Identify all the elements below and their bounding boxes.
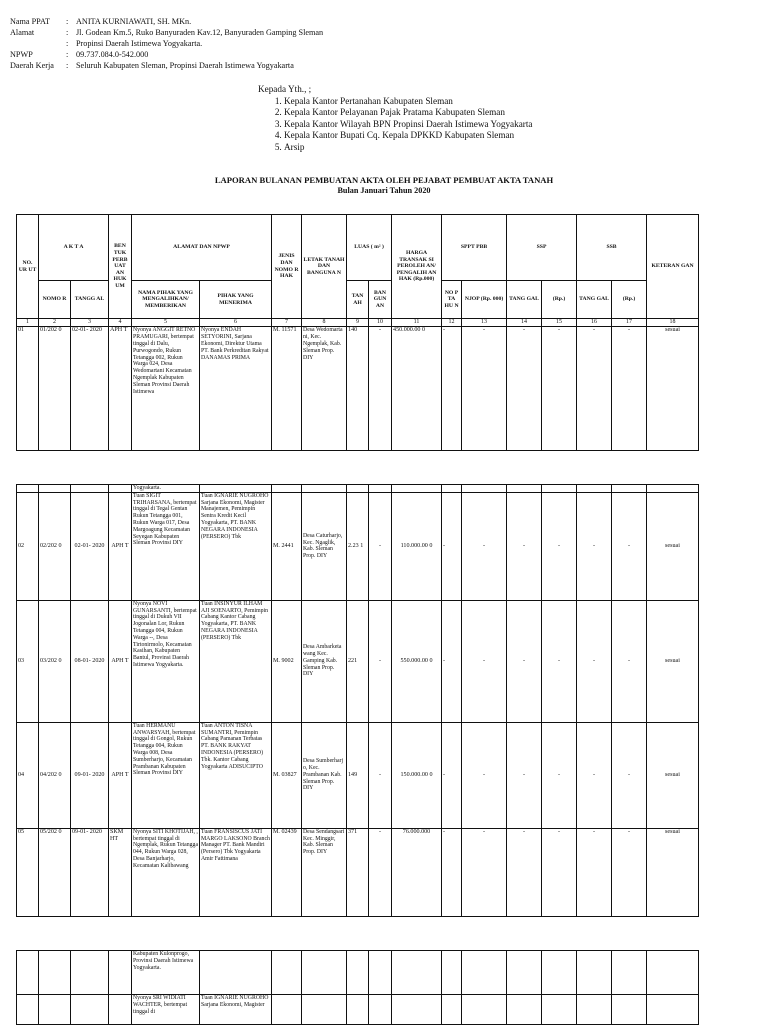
row-carry-text: Yogyakarta. (132, 485, 200, 493)
row-nomor: 04/202 0 (39, 722, 71, 828)
row-nop: - (442, 492, 462, 600)
row-no: 05 (17, 828, 39, 916)
row-keterangan: sesuai (647, 492, 699, 600)
row-letak: Desa Sendangsari Kec. Minggir, Kab. Sleman Prop. DIY (302, 828, 347, 916)
addressee-list (258, 84, 533, 153)
col-ssp: SSP (507, 215, 577, 281)
row-keterangan: sesuai (647, 600, 699, 722)
addressee-item: 4. Kepala Kantor Bupati Cq. Kepala DPKKD Kabupaten Sleman (284, 130, 533, 142)
addressee-item: 5. Arsip (284, 142, 533, 154)
col-number: 9 (347, 319, 369, 327)
row-luas-tanah: 2.23 1 (347, 492, 369, 600)
col-alamat-npwp: ALAMAT DAN NPWP (132, 215, 272, 281)
col-number: 6 (200, 319, 272, 327)
row-ssb-tanggal: - (577, 600, 612, 722)
col-pihak-menerima: PIHAK YANG MENERIMA (200, 281, 272, 319)
col-nomor: NOMO R (39, 281, 71, 319)
ppat-npwp-row: NPWP : 09.737.084.0-542.000 (10, 50, 149, 59)
table-row (17, 828, 699, 916)
row-pihak-menerima: Tuan FRANSISCUS JATI MARGO LAKSONO Branch Manager PT. Bank Mandiri (Persero) Tbk Yogyakarta Amir Fattimana (200, 828, 272, 916)
row-ssp-rp: - (542, 492, 577, 600)
row-pihak-mengalihkan: Nyonya SRI WIDIATI WACHTER, bertempat tinggal di (132, 995, 200, 1025)
row-nop: - (442, 600, 462, 722)
row-ssb-rp: - (612, 722, 647, 828)
row-no: 04 (17, 722, 39, 828)
col-tanggal: TANGG AL (71, 281, 109, 319)
col-number: 1 (17, 319, 39, 327)
row-keterangan: sesuai (647, 722, 699, 828)
row-bentuk: SKM HT (109, 828, 132, 916)
row-harga: 76.000.000 (392, 828, 442, 916)
row-no: 01 (17, 327, 39, 451)
row-pihak-mengalihkan: Nyonya NOVI GUNARSANTI, bertempat tinggal di Dukuh VII Jogonalan Lor, Rukun Tetangga 004, Rukun Warga --, Desa Tirtonirmolo, Kecamatan Kasihan, Kabupaten Bantul, Provinsi Daerah Istimewa Yogyakarta. (132, 600, 200, 722)
col-ssb-rp: (Rp.) (612, 281, 647, 319)
row-pihak-menerima: Tuan ANTON TISNA SUMANTRI, Pemimpin Cabang Pamanan Terbatas PT. BANK RAKYAT INDONESIA (PERSERO) Tbk. Kantor Cabang Yogyakarta ADISUCIPTO (200, 722, 272, 828)
row-ssb-rp: - (612, 600, 647, 722)
col-no: NO. UR UT (17, 215, 39, 319)
row-pihak-mengalihkan: Nyonya ANGGIT RETNO PRAMUGARI, bertempat tinggal di Dalu, Purwogondo, Rukun Tetangga 002, Rukun Warga 024, Desa Wedomartani Kecamatan Ngemplak Kabupaten Sleman Provinsi Daerah Istimewa (132, 327, 200, 451)
row-ssp-tanggal: - (507, 492, 542, 600)
row-ssp-tanggal: - (507, 828, 542, 916)
row-ssp-rp: - (542, 600, 577, 722)
row-luas-bangunan: - (369, 722, 392, 828)
row-ssp-tanggal: - (507, 722, 542, 828)
table-row (17, 492, 699, 600)
row-letak: Desa Wedomarta ni, Kec. Ngemplak, Kab. Sleman Prop. DIY (302, 327, 347, 451)
row-njop: - (462, 492, 507, 600)
row-tanggal: 02-01- 2020 (71, 327, 109, 451)
row-tanggal: 08-01- 2020 (71, 600, 109, 722)
row-ssp-rp: - (542, 722, 577, 828)
col-number: 10 (369, 319, 392, 327)
col-number: 17 (612, 319, 647, 327)
row-njop: - (462, 722, 507, 828)
row-ssb-tanggal: - (577, 327, 612, 451)
akta-table-page-3 (16, 950, 699, 1025)
row-carry-text: Kabupaten Kulonprogo, Provinsi Daerah Istimewa Yogyakarta. (132, 951, 200, 995)
row-luas-tanah: 371 (347, 828, 369, 916)
row-jenis-hak: M. 03827 (272, 722, 302, 828)
row-ssp-tanggal: - (507, 327, 542, 451)
row-tanggal: 09-01- 2020 (71, 828, 109, 916)
col-number: 2 (39, 319, 71, 327)
row-luas-tanah: 149 (347, 722, 369, 828)
row-tanggal: 02-01- 2020 (71, 492, 109, 600)
col-number: 5 (132, 319, 200, 327)
row-pihak-menerima: Tuan IGNARIE NUGROHO Sarjana Ekonomi, Magister Manajemen, Pemimpin Sentra Kredit Kecil Yogyakarta, PT. BANK NEGARA INDONESIA (PERSERO) Tbk (200, 492, 272, 600)
row-ssb-rp: - (612, 492, 647, 600)
addressee-item: 2. Kepala Kantor Pelayanan Pajak Pratama Kabupaten Sleman (284, 107, 533, 119)
row-nomor: 01/202 0 (39, 327, 71, 451)
row-nomor: 05/202 0 (39, 828, 71, 916)
ppat-name-row: Nama PPAT : ANITA KURNIAWATI, SH. MKn. (10, 17, 192, 26)
col-ssb: SSB (577, 215, 647, 281)
column-number-row (17, 319, 699, 327)
addressee-item: 3. Kepala Kantor Wilayah BPN Propinsi Daerah Istimewa Yogyakarta (284, 119, 533, 131)
ppat-info (10, 16, 323, 71)
col-akta: A K T A (39, 215, 109, 281)
row-pihak-mengalihkan: Tuan SIGIT TRIHARSANA, bertempat tinggal di Tegal Gentan Rukun Tetangga 001, Rukun Warga 017, Desa Margoagung Kecamatan Seyegan Kabupaten Sleman Provinsi DIY (132, 492, 200, 600)
row-bentuk: APH T (109, 492, 132, 600)
col-sppt: SPPT PBB (442, 215, 507, 281)
row-letak: Desa Ambarketa wang Kec. Gamping Kab. Sleman Prop. DIY (302, 600, 347, 722)
table-row (17, 951, 699, 995)
col-ssb-tanggal: TANG GAL (577, 281, 612, 319)
col-number: 15 (542, 319, 577, 327)
col-number: 11 (392, 319, 442, 327)
row-bentuk: APH T (109, 600, 132, 722)
table-row (17, 485, 699, 493)
row-pihak-mengalihkan: Tuan HERMANU ANWARSYAH, bertempat tinggal di Gongol, Rukun Tetangga 004, Rukun Warga 008, Desa Sumberharjo, Kecamatan Prambanan Kabupaten Sleman Provinsi DIY (132, 722, 200, 828)
row-pihak-menerima: Nyonya ENDAH SETYORINI, Sarjana Ekonomi, Direktur Utama PT. Bank Perkreditan Rakyat DANAMAS PRIMA (200, 327, 272, 451)
row-ssb-rp: - (612, 828, 647, 916)
report-period: Bulan Januari Tahun 2020 (337, 186, 431, 195)
row-nomor: 03/202 0 (39, 600, 71, 722)
row-ssp-tanggal: - (507, 600, 542, 722)
row-nomor: 02/202 0 (39, 492, 71, 600)
row-ssb-tanggal: - (577, 722, 612, 828)
akta-table-page-2 (16, 484, 699, 917)
col-number: 16 (577, 319, 612, 327)
row-letak: Desa Sumberharj o, Kec. Prambanan Kab. Sleman Prop. DIY (302, 722, 347, 828)
akta-table-page-1 (16, 214, 699, 451)
row-luas-bangunan: - (369, 828, 392, 916)
row-njop: - (462, 600, 507, 722)
row-ssb-tanggal: - (577, 828, 612, 916)
row-bentuk: APH T (109, 722, 132, 828)
row-ssb-tanggal: - (577, 492, 612, 600)
addressee-item: 1. Kepala Kantor Pertanahan Kabupaten Sleman (284, 96, 533, 108)
row-ssp-rp: - (542, 327, 577, 451)
row-jenis-hak: M. 02439 (272, 828, 302, 916)
row-harga: 110.000.00 0 (392, 492, 442, 600)
col-bangunan: BAN GUN AN (369, 281, 392, 319)
row-ssp-rp: - (542, 828, 577, 916)
row-jenis-hak: M. 2441 (272, 492, 302, 600)
row-nop: - (442, 828, 462, 916)
row-no: 02 (17, 492, 39, 600)
row-nop: - (442, 722, 462, 828)
row-no: 03 (17, 600, 39, 722)
row-njop: - (462, 327, 507, 451)
col-keterangan: KETERAN GAN (647, 215, 699, 319)
row-bentuk: APH T (109, 327, 132, 451)
table-row (17, 327, 699, 451)
col-jenis-hak: JENIS DAN NOMO R HAK (272, 215, 302, 319)
row-tanggal: 09-01- 2020 (71, 722, 109, 828)
col-number: 8 (302, 319, 347, 327)
col-pihak-mengalihkan: NAMA PIHAK YANG MENGALIHKAN/ MEMBERIKAN (132, 281, 200, 319)
row-luas-tanah: 140 (347, 327, 369, 451)
row-keterangan: sesuai (647, 828, 699, 916)
col-number: 7 (272, 319, 302, 327)
table-row (17, 600, 699, 722)
row-harga: 550.000.00 0 (392, 600, 442, 722)
col-nop: NO P TA HU N (442, 281, 462, 319)
row-jenis-hak: M. 9002 (272, 600, 302, 722)
ppat-address-row: Alamat : Jl. Godean Km.5, Ruko Banyuraden Kav.12, Banyuraden Gamping Sleman (10, 28, 324, 37)
col-ssp-rp: (Rp.) (542, 281, 577, 319)
col-bentuk: BEN TUK PERB UAT AN HUK UM (109, 215, 132, 319)
ppat-area-row: Daerah Kerja : Seluruh Kabupaten Sleman, Propinsi Daerah Istimewa Yogyakarta (10, 61, 294, 70)
col-number: 18 (647, 319, 699, 327)
row-jenis-hak: M. 11571 (272, 327, 302, 451)
col-harga: HARGA TRANSAK SI PEROLEH AN/ PENGALIH AN HAK (Rp.000) (392, 215, 442, 319)
row-harga: 450.000.00 0 (392, 327, 442, 451)
row-keterangan: sesuai (647, 327, 699, 451)
row-luas-bangunan: - (369, 492, 392, 600)
ppat-address-row-2: : Propinsi Daerah Istimewa Yogyakarta. (66, 39, 203, 48)
row-pihak-menerima: Tuan INSINYUR ILHAM AJI SOENARTO, Pemimpin Cabang Kantor Cabang Yogyakarta, PT. BANK NEGARA INDONESIA (PERSERO) Tbk (200, 600, 272, 722)
row-luas-bangunan: - (369, 600, 392, 722)
row-letak: Desa Caturharjo, Kec. Ngaglik, Kab. Sleman Prop. DIY (302, 492, 347, 600)
row-luas-bangunan: - (369, 327, 392, 451)
col-number: 13 (462, 319, 507, 327)
col-luas: LUAS ( m² ) (347, 215, 392, 281)
row-luas-tanah: 221 (347, 600, 369, 722)
col-number: 3 (71, 319, 109, 327)
col-njop: NJOP (Rp. 000) (462, 281, 507, 319)
row-pihak-menerima: Tuan IGNARIE NUGROHO Sarjana Ekonomi, Magister (200, 995, 272, 1025)
row-njop: - (462, 828, 507, 916)
col-ssp-tanggal: TANG GAL (507, 281, 542, 319)
col-number: 14 (507, 319, 542, 327)
row-nop: - (442, 327, 462, 451)
col-tanah: TAN AH (347, 281, 369, 319)
table-row (17, 995, 699, 1025)
addressee-label: Kepada Yth., ; (258, 84, 312, 94)
table-row (17, 722, 699, 828)
col-number: 4 (109, 319, 132, 327)
row-pihak-mengalihkan: Nyonya SITI KHOTIJAH, , bertempat tinggal di Ngemplak, Rukun Tetangga 044, Rukun Warga 028, Desa Banjarharjo, Kecamatan Kalibawang (132, 828, 200, 916)
row-harga: 150.000.00 0 (392, 722, 442, 828)
row-ssb-rp: - (612, 327, 647, 451)
col-letak: LETAK TANAH DAN BANGUNA N (302, 215, 347, 319)
col-number: 12 (442, 319, 462, 327)
report-title: LAPORAN BULANAN PEMBUATAN AKTA OLEH PEJABAT PEMBUAT AKTA TANAH (214, 175, 554, 185)
